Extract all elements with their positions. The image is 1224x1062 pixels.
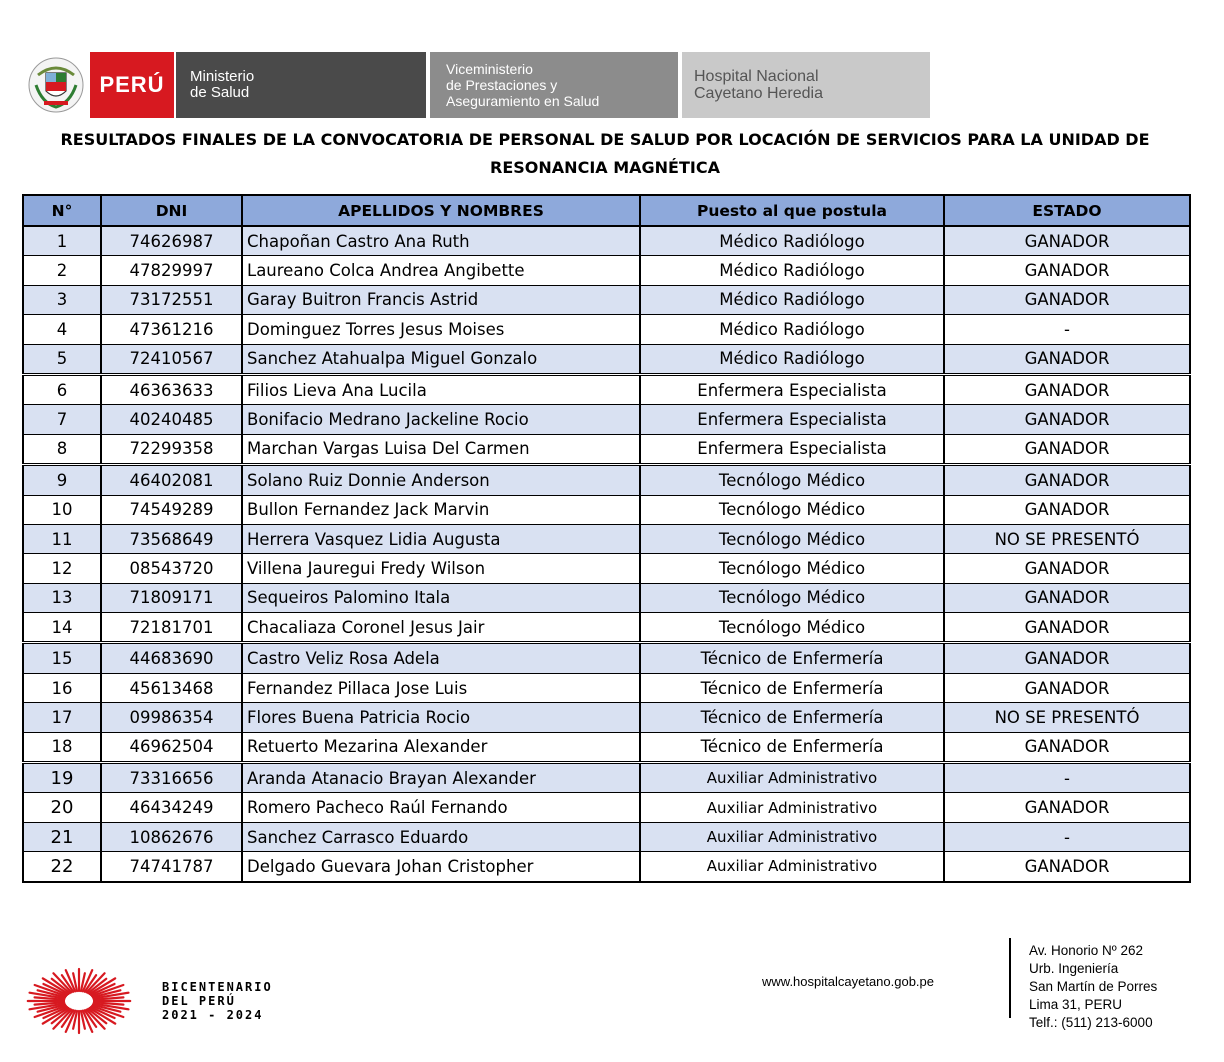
cell-estado: GANADOR <box>944 465 1190 495</box>
table-row <box>23 256 1190 285</box>
cell-name: Romero Pacheco Raúl Fernando <box>242 793 640 822</box>
table-row <box>23 465 1190 495</box>
cell-puesto: Tecnólogo Médico <box>640 613 944 643</box>
column-header-name: APELLIDOS Y NOMBRES <box>242 195 640 226</box>
cell-estado: GANADOR <box>944 434 1190 464</box>
cell-puesto: Auxiliar Administrativo <box>640 852 944 882</box>
title-line-2: RESONANCIA MAGNÉTICA <box>490 158 720 177</box>
document-title <box>40 126 1170 182</box>
cell-estado: GANADOR <box>944 226 1190 256</box>
cell-estado: GANADOR <box>944 732 1190 762</box>
table-row <box>23 852 1190 882</box>
cell-estado: - <box>944 763 1190 793</box>
cell-dni: 09986354 <box>101 703 242 732</box>
hospital-line: Hospital Nacional <box>694 68 819 85</box>
table-row <box>23 315 1190 344</box>
cell-puesto: Médico Radiólogo <box>640 256 944 285</box>
cell-estado: GANADOR <box>944 374 1190 404</box>
address-line: San Martín de Porres <box>1029 979 1158 994</box>
column-header-estado: ESTADO <box>944 195 1190 226</box>
viceministerio-line: Aseguramiento en Salud <box>446 93 600 109</box>
cell-dni: 74741787 <box>101 852 242 882</box>
cell-number: 5 <box>23 344 101 374</box>
cell-puesto: Técnico de Enfermería <box>640 703 944 732</box>
cell-name: Herrera Vasquez Lidia Augusta <box>242 524 640 553</box>
cell-number: 20 <box>23 793 101 822</box>
cell-name: Villena Jauregui Fredy Wilson <box>242 554 640 583</box>
cell-dni: 73316656 <box>101 763 242 793</box>
cell-estado: NO SE PRESENTÓ <box>944 703 1190 732</box>
results-table <box>22 194 1191 883</box>
cell-name: Solano Ruiz Donnie Anderson <box>242 465 640 495</box>
cell-puesto: Tecnólogo Médico <box>640 554 944 583</box>
cell-number: 16 <box>23 673 101 702</box>
cell-estado: GANADOR <box>944 793 1190 822</box>
table-row <box>23 226 1190 256</box>
cell-puesto: Auxiliar Administrativo <box>640 793 944 822</box>
title-line-1: RESULTADOS FINALES DE LA CONVOCATORIA DE PERSONAL DE SALUD POR LOCACIÓN DE SERVICIOS PARA LA UNIDAD DE <box>60 130 1150 149</box>
cell-name: Sequeiros Palomino Itala <box>242 583 640 612</box>
ministerio-logo <box>176 52 426 118</box>
cell-dni: 73568649 <box>101 524 242 553</box>
column-header-puesto: Puesto al que postula <box>640 195 944 226</box>
table-body <box>23 226 1190 882</box>
cell-dni: 74626987 <box>101 226 242 256</box>
cell-estado: GANADOR <box>944 643 1190 673</box>
cell-dni: 40240485 <box>101 405 242 434</box>
cell-puesto: Técnico de Enfermería <box>640 643 944 673</box>
table-row <box>23 524 1190 553</box>
cell-dni: 46363633 <box>101 374 242 404</box>
cell-puesto: Enfermera Especialista <box>640 405 944 434</box>
cell-name: Flores Buena Patricia Rocio <box>242 703 640 732</box>
cell-puesto: Enfermera Especialista <box>640 434 944 464</box>
table-row <box>23 793 1190 822</box>
cell-puesto: Técnico de Enfermería <box>640 673 944 702</box>
bicentenario-text <box>162 980 273 1022</box>
table-row <box>23 703 1190 732</box>
column-header-number: N° <box>23 195 101 226</box>
cell-name: Dominguez Torres Jesus Moises <box>242 315 640 344</box>
cell-dni: 47829997 <box>101 256 242 285</box>
cell-puesto: Tecnólogo Médico <box>640 583 944 612</box>
bicentenario-sunburst-icon <box>24 966 134 1036</box>
cell-number: 17 <box>23 703 101 732</box>
cell-puesto: Médico Radiólogo <box>640 226 944 256</box>
cell-number: 1 <box>23 226 101 256</box>
address-line: Lima 31, PERU <box>1029 997 1123 1012</box>
cell-estado: GANADOR <box>944 285 1190 314</box>
table-row <box>23 285 1190 314</box>
ministerio-line: Ministerio <box>190 68 255 85</box>
cell-dni: 72181701 <box>101 613 242 643</box>
viceministerio-line: de Prestaciones y <box>446 77 558 93</box>
address-line: Av. Honorio Nº 262 <box>1029 943 1143 958</box>
cell-estado: GANADOR <box>944 613 1190 643</box>
cell-name: Fernandez Pillaca Jose Luis <box>242 673 640 702</box>
cell-dni: 10862676 <box>101 822 242 851</box>
table-header-row <box>23 195 1190 226</box>
table-row <box>23 673 1190 702</box>
cell-estado: GANADOR <box>944 673 1190 702</box>
cell-estado: - <box>944 315 1190 344</box>
cell-estado: GANADOR <box>944 554 1190 583</box>
cell-puesto: Médico Radiólogo <box>640 315 944 344</box>
cell-name: Garay Buitron Francis Astrid <box>242 285 640 314</box>
cell-number: 22 <box>23 852 101 882</box>
table-row <box>23 434 1190 464</box>
cell-estado: GANADOR <box>944 405 1190 434</box>
cell-number: 11 <box>23 524 101 553</box>
cell-dni: 44683690 <box>101 643 242 673</box>
table-row <box>23 732 1190 762</box>
bicentenario-line: 2021 - 2024 <box>162 1008 264 1022</box>
cell-dni: 71809171 <box>101 583 242 612</box>
cell-name: Bullon Fernandez Jack Marvin <box>242 495 640 524</box>
cell-estado: GANADOR <box>944 583 1190 612</box>
peru-logo: PERÚ <box>90 52 176 118</box>
cell-estado: GANADOR <box>944 852 1190 882</box>
cell-dni: 45613468 <box>101 673 242 702</box>
cell-number: 10 <box>23 495 101 524</box>
cell-number: 6 <box>23 374 101 404</box>
cell-puesto: Técnico de Enfermería <box>640 732 944 762</box>
table-row <box>23 763 1190 793</box>
table-row <box>23 583 1190 612</box>
cell-number: 15 <box>23 643 101 673</box>
cell-dni: 47361216 <box>101 315 242 344</box>
cell-name: Sanchez Atahualpa Miguel Gonzalo <box>242 344 640 374</box>
cell-dni: 73172551 <box>101 285 242 314</box>
cell-name: Chapoñan Castro Ana Ruth <box>242 226 640 256</box>
cell-name: Filios Lieva Ana Lucila <box>242 374 640 404</box>
cell-dni: 08543720 <box>101 554 242 583</box>
coat-of-arms-icon <box>22 52 90 118</box>
cell-puesto: Auxiliar Administrativo <box>640 822 944 851</box>
cell-number: 4 <box>23 315 101 344</box>
cell-dni: 46434249 <box>101 793 242 822</box>
ministerio-line: de Salud <box>190 84 250 101</box>
table-row <box>23 822 1190 851</box>
header-banner <box>22 52 930 118</box>
viceministerio-logo <box>430 52 678 118</box>
cell-number: 14 <box>23 613 101 643</box>
table-row <box>23 613 1190 643</box>
cell-number: 19 <box>23 763 101 793</box>
cell-puesto: Enfermera Especialista <box>640 374 944 404</box>
bicentenario-logo <box>24 966 338 1036</box>
cell-number: 3 <box>23 285 101 314</box>
cell-puesto: Médico Radiólogo <box>640 344 944 374</box>
column-header-dni: DNI <box>101 195 242 226</box>
table-row <box>23 554 1190 583</box>
hospital-line: Cayetano Heredia <box>694 85 823 102</box>
cell-name: Chacaliaza Coronel Jesus Jair <box>242 613 640 643</box>
table-row <box>23 495 1190 524</box>
hospital-logo <box>682 52 930 118</box>
table-row <box>23 344 1190 374</box>
table-row <box>23 643 1190 673</box>
cell-name: Retuerto Mezarina Alexander <box>242 732 640 762</box>
cell-dni: 72299358 <box>101 434 242 464</box>
cell-puesto: Médico Radiólogo <box>640 285 944 314</box>
cell-number: 2 <box>23 256 101 285</box>
cell-dni: 46402081 <box>101 465 242 495</box>
cell-dni: 72410567 <box>101 344 242 374</box>
address-line: Telf.: (511) 213-6000 <box>1029 1015 1153 1030</box>
cell-name: Aranda Atanacio Brayan Alexander <box>242 763 640 793</box>
cell-number: 12 <box>23 554 101 583</box>
cell-number: 21 <box>23 822 101 851</box>
table-row <box>23 374 1190 404</box>
cell-name: Sanchez Carrasco Eduardo <box>242 822 640 851</box>
website-link[interactable]: www.hospitalcayetano.gob.pe <box>762 974 935 989</box>
cell-dni: 74549289 <box>101 495 242 524</box>
cell-number: 13 <box>23 583 101 612</box>
cell-puesto: Tecnólogo Médico <box>640 465 944 495</box>
cell-name: Castro Veliz Rosa Adela <box>242 643 640 673</box>
cell-puesto: Tecnólogo Médico <box>640 495 944 524</box>
cell-puesto: Tecnólogo Médico <box>640 524 944 553</box>
cell-name: Bonifacio Medrano Jackeline Rocio <box>242 405 640 434</box>
bicentenario-line: BICENTENARIO <box>162 980 273 994</box>
cell-estado: GANADOR <box>944 495 1190 524</box>
cell-number: 9 <box>23 465 101 495</box>
cell-estado: - <box>944 822 1190 851</box>
viceministerio-line: Viceministerio <box>446 61 533 77</box>
cell-estado: GANADOR <box>944 256 1190 285</box>
cell-name: Marchan Vargas Luisa Del Carmen <box>242 434 640 464</box>
table-row <box>23 405 1190 434</box>
hospital-address <box>1029 942 1157 1032</box>
cell-estado: NO SE PRESENTÓ <box>944 524 1190 553</box>
cell-estado: GANADOR <box>944 344 1190 374</box>
cell-puesto: Auxiliar Administrativo <box>640 763 944 793</box>
address-line: Urb. Ingeniería <box>1029 961 1119 976</box>
cell-number: 8 <box>23 434 101 464</box>
cell-name: Delgado Guevara Johan Cristopher <box>242 852 640 882</box>
cell-name: Laureano Colca Andrea Angibette <box>242 256 640 285</box>
footer-divider <box>1009 938 1011 1018</box>
cell-dni: 46962504 <box>101 732 242 762</box>
cell-number: 7 <box>23 405 101 434</box>
cell-number: 18 <box>23 732 101 762</box>
bicentenario-line: DEL PERÚ <box>162 994 236 1008</box>
